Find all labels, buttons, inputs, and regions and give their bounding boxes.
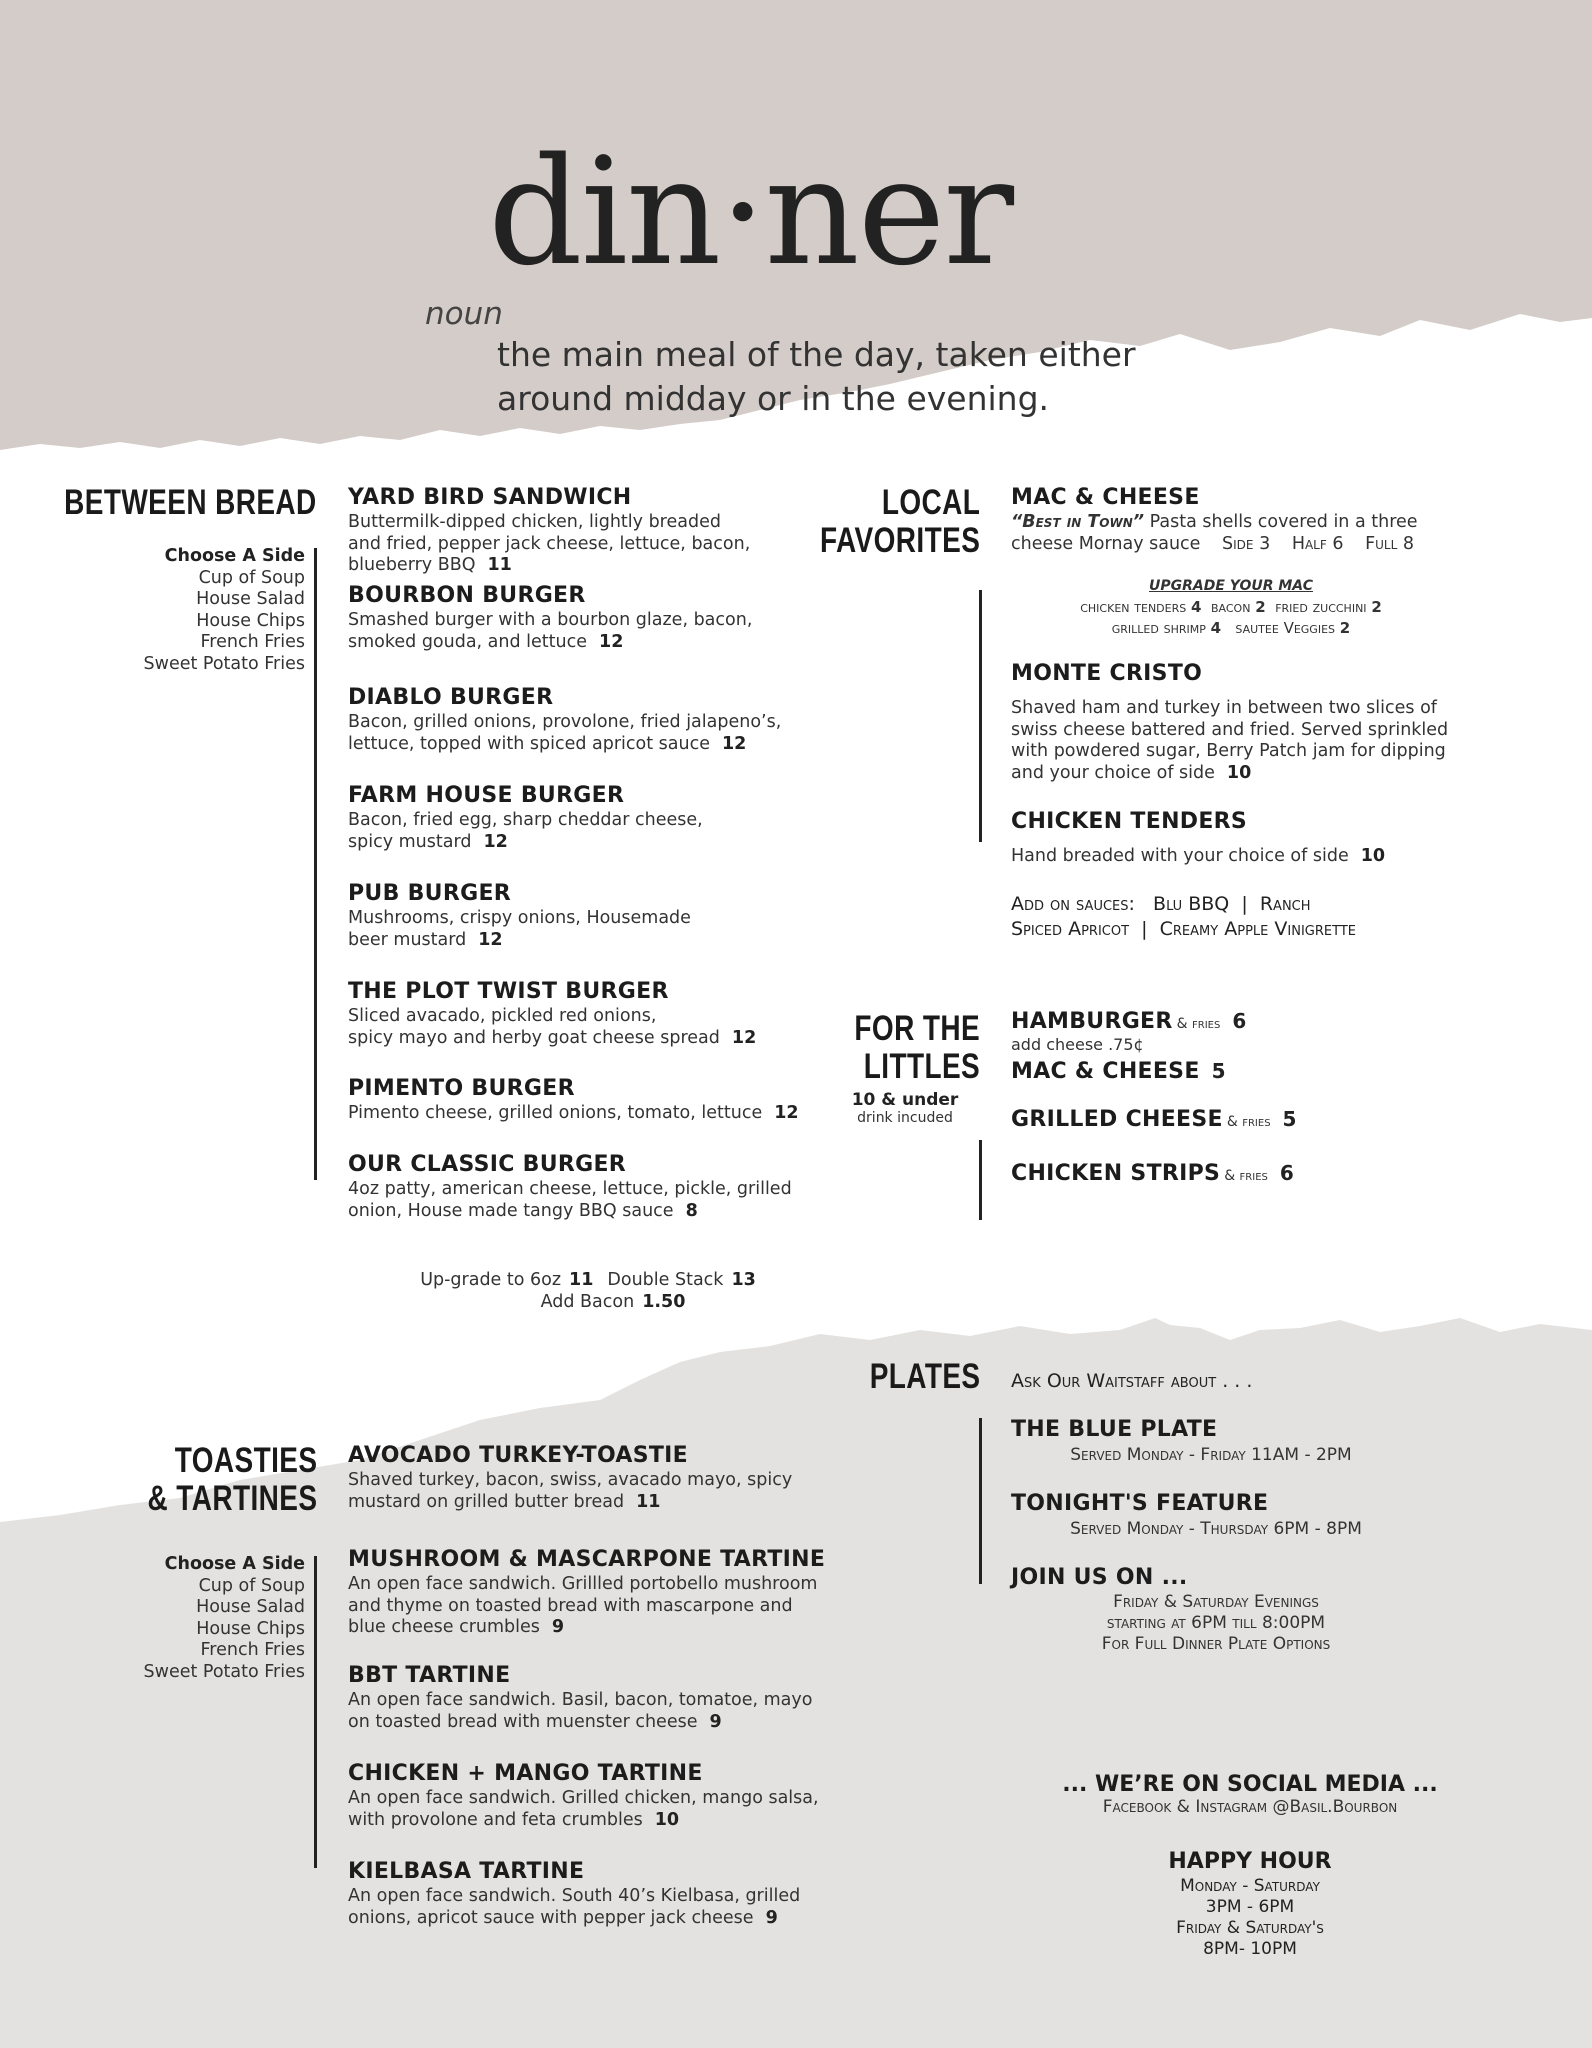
section-title-line: FOR THE <box>854 1009 980 1048</box>
burger-upgrades <box>348 1270 828 1313</box>
definition-line: around midday or in the evening. <box>497 379 1050 418</box>
item-name: AVOCADO TURKEY-TOASTIE <box>348 1443 688 1468</box>
age-limit: 10 & under <box>851 1090 959 1110</box>
menu-item <box>348 1546 848 1662</box>
item-price: 12 <box>731 1027 757 1048</box>
upgrade-price: 2 <box>1255 598 1266 616</box>
divider-line <box>314 1556 317 1868</box>
happy-hour <box>1030 1848 1470 1960</box>
item-name: FARM HOUSE BURGER <box>348 783 625 808</box>
item-desc: and thyme on toasted bread with mascarpone and <box>348 1595 793 1616</box>
item-time: Served Monday - Thursday 6PM - 8PM <box>1070 1519 1362 1539</box>
item-desc: An open face sandwich. Grillled portobello mushroom <box>348 1574 818 1594</box>
item-name: JOIN US ON ... <box>1011 1565 1188 1590</box>
upgrade-option: bacon <box>1210 598 1251 616</box>
item-name: PUB BURGER <box>348 881 512 906</box>
sauce-option: Creamy Apple Vinigrette <box>1159 918 1356 940</box>
upgrade-option: grilled shrimp <box>1111 619 1206 637</box>
item-desc: and fried, pepper jack cheese, lettuce, bacon, <box>348 533 751 554</box>
item-name: THE BLUE PLATE <box>1011 1417 1218 1442</box>
join-details <box>1011 1592 1421 1655</box>
item-name: CHICKEN STRIPS <box>1011 1161 1221 1186</box>
menu-item <box>348 880 828 978</box>
item-desc: Buttermilk-dipped chicken, lightly breaded <box>348 512 721 532</box>
sauce-option: Spiced Apricot <box>1011 918 1130 940</box>
menu-item <box>348 1858 848 1929</box>
menu-item <box>1011 1058 1491 1106</box>
divider-line <box>979 1140 982 1220</box>
item-name: MAC & CHEESE <box>1011 485 1200 510</box>
section-title-toasties <box>147 1442 317 1518</box>
item-price: 11 <box>636 1491 661 1512</box>
item-name: CHICKEN TENDERS <box>1011 809 1248 834</box>
join-line: For Full Dinner Plate Options <box>1101 1634 1331 1654</box>
item-desc: blue cheese crumbles <box>348 1617 540 1637</box>
upgrade-price: 4 <box>1191 598 1202 616</box>
section-title-local-favorites <box>820 484 980 560</box>
item-desc: Shaved ham and turkey in between two slices of <box>1011 698 1437 718</box>
upgrade-price: 2 <box>1371 598 1382 616</box>
item-desc: lettuce, topped with spiced apricot sauce <box>348 733 710 754</box>
side-item: House Chips <box>196 610 305 631</box>
side-choices <box>45 1554 305 1683</box>
sauce-separator: | <box>1141 918 1148 940</box>
item-desc: and your choice of side <box>1011 762 1215 783</box>
side-item: House Salad <box>196 589 305 609</box>
upgrade-option: sautee Veggies <box>1235 619 1336 637</box>
item-price: 6 <box>1279 1161 1294 1185</box>
item-name: HAMBURGER <box>1011 1009 1173 1034</box>
upgrade-price: 11 <box>569 1270 594 1290</box>
add-on-sauces <box>1011 892 1491 942</box>
menu-item <box>348 1760 848 1858</box>
divider-line <box>979 590 982 842</box>
item-desc: 4oz patty, american cheese, lettuce, pickle, grilled <box>348 1179 792 1199</box>
menu-item <box>348 1151 828 1245</box>
item-price: 12 <box>478 929 503 950</box>
item-desc: spicy mustard <box>348 831 472 852</box>
item-name: MUSHROOM & MASCARPONE TARTINE <box>348 1547 826 1572</box>
section-title-plates: PLATES <box>869 1357 980 1396</box>
section-title-line: LOCAL <box>881 483 980 522</box>
size-price: 6 <box>1332 533 1344 554</box>
item-desc: Sliced avacado, pickled red onions, <box>348 1006 657 1026</box>
item-name: OUR CLASSIC BURGER <box>348 1152 627 1177</box>
size-label: Half <box>1291 533 1327 554</box>
littles-menu <box>1011 1008 1491 1188</box>
upgrade-your-mac <box>1011 576 1451 639</box>
item-desc: An open face sandwich. South 40’s Kielbasa, grilled <box>348 1886 801 1906</box>
item-price: 9 <box>765 1907 778 1928</box>
item-price: 8 <box>685 1200 698 1221</box>
toasties-menu <box>348 1442 848 1929</box>
happy-hour-line: Monday - Saturday <box>1180 1876 1320 1896</box>
size-label: Side <box>1222 533 1254 554</box>
item-price: 9 <box>709 1711 722 1732</box>
add-cheese: add cheese .75¢ <box>1011 1035 1144 1054</box>
item-price: 6 <box>1232 1009 1247 1033</box>
item-desc: Pimento cheese, grilled onions, tomato, lettuce <box>348 1103 763 1123</box>
local-favorites-menu <box>1011 484 1491 555</box>
side-item: Sweet Potato Fries <box>143 1661 305 1682</box>
item-desc: smoked gouda, and lettuce <box>348 631 588 652</box>
item-desc: Mushrooms, crispy onions, Housemade <box>348 908 691 928</box>
item-extra: & fries <box>1224 1168 1268 1184</box>
side-item: House Salad <box>196 1597 305 1617</box>
item-price: 12 <box>774 1103 799 1123</box>
item-desc: with provolone and feta crumbles <box>348 1809 643 1830</box>
happy-hour-line: 3PM - 6PM <box>1205 1897 1295 1917</box>
menu-item <box>348 978 828 1075</box>
item-price: 10 <box>1360 846 1386 866</box>
item-desc: cheese Mornay sauce <box>1011 533 1201 554</box>
item-desc: Shaved turkey, bacon, swiss, avacado mayo, spicy <box>348 1470 793 1490</box>
section-title-line: FAVORITES <box>819 521 980 560</box>
item-price: 5 <box>1282 1107 1297 1131</box>
menu-item <box>348 782 828 880</box>
item-desc: Bacon, fried egg, sharp cheddar cheese, <box>348 810 703 830</box>
item-desc: Hand breaded with your choice of side <box>1011 846 1349 866</box>
item-name: YARD BIRD SANDWICH <box>348 485 632 510</box>
menu-item <box>348 582 828 684</box>
item-name: DIABLO BURGER <box>348 685 554 710</box>
section-title-line: & TARTINES <box>147 1479 317 1518</box>
between-bread-menu <box>348 484 828 1245</box>
sauce-separator: | <box>1241 893 1248 915</box>
chicken-tenders <box>1011 808 1491 868</box>
item-price: 10 <box>1226 762 1252 783</box>
item-desc: An open face sandwich. Basil, bacon, tomatoe, mayo <box>348 1690 813 1710</box>
side-heading: Choose A Side <box>164 546 305 566</box>
menu-item <box>348 1662 848 1760</box>
item-desc: on toasted bread with muenster cheese <box>348 1711 698 1732</box>
item-name: TONIGHT'S FEATURE <box>1011 1491 1269 1516</box>
size-price: 8 <box>1402 533 1415 554</box>
upgrade-heading: UPGRADE YOUR MAC <box>1149 578 1313 594</box>
sauce-option: Ranch <box>1259 893 1311 915</box>
join-line: Friday & Saturday Evenings <box>1113 1592 1319 1612</box>
happy-hour-heading: HAPPY HOUR <box>1168 1849 1332 1874</box>
item-name: CHICKEN + MANGO TARTINE <box>348 1761 703 1786</box>
size-price: 3 <box>1259 533 1271 554</box>
section-title-between-bread: BETWEEN BREAD <box>64 483 317 522</box>
size-label: Full <box>1365 533 1398 554</box>
item-price: 12 <box>599 631 624 652</box>
definition <box>497 333 1297 421</box>
plates-ask: Ask Our Waitstaff about . . . <box>1011 1370 1253 1392</box>
item-desc: with powdered sugar, Berry Patch jam for dipping <box>1011 741 1446 761</box>
upgrade-option: fried zucchini <box>1275 598 1367 616</box>
page-title: din·ner <box>488 126 1013 298</box>
upgrade-option: chicken tenders <box>1080 598 1187 616</box>
item-desc: onions, apricot sauce with pepper jack cheese <box>348 1907 754 1928</box>
item-desc: mustard on grilled butter bread <box>348 1491 625 1512</box>
item-price: 12 <box>721 733 747 754</box>
item-desc: beer mustard <box>348 929 467 950</box>
item-desc: onion, House made tangy BBQ sauce <box>348 1200 674 1221</box>
side-item: Sweet Potato Fries <box>143 653 305 674</box>
join-line: starting at 6PM till 8:00PM <box>1106 1613 1326 1633</box>
divider-line <box>314 548 317 1180</box>
upgrade-price: 1.50 <box>642 1291 686 1312</box>
social-media <box>1030 1772 1470 1817</box>
divider-line <box>979 1418 982 1584</box>
side-choices <box>45 546 305 675</box>
item-extra: & fries <box>1176 1016 1221 1032</box>
menu-item <box>348 1075 828 1151</box>
item-name: BBT TARTINE <box>348 1663 511 1688</box>
section-title-littles <box>854 1010 980 1086</box>
happy-hour-line: Friday & Saturday's <box>1176 1918 1324 1938</box>
part-of-speech: noun <box>425 296 503 332</box>
item-extra: & fries <box>1226 1114 1271 1130</box>
upgrade-label: Add Bacon <box>540 1291 635 1312</box>
monte-cristo <box>1011 660 1491 784</box>
menu-item <box>1011 1008 1491 1058</box>
section-title-line: LITTLES <box>863 1047 980 1086</box>
side-item: Cup of Soup <box>198 567 305 588</box>
upgrade-price: 13 <box>731 1270 756 1290</box>
item-desc: blueberry BBQ <box>348 555 476 575</box>
item-time: Served Monday - Friday 11AM - 2PM <box>1070 1445 1352 1465</box>
item-desc: An open face sandwich. Grilled chicken, mango salsa, <box>348 1788 819 1808</box>
upgrade-price: 4 <box>1210 619 1222 637</box>
sauce-label: Add on sauces: <box>1011 893 1135 915</box>
item-desc: spicy mayo and herby goat cheese spread <box>348 1027 720 1048</box>
menu-item <box>348 1442 848 1546</box>
happy-hour-line: 8PM- 10PM <box>1203 1939 1297 1959</box>
item-name: GRILLED CHEESE <box>1011 1107 1223 1132</box>
item-price: 12 <box>483 831 508 852</box>
item-name: KIELBASA TARTINE <box>348 1859 585 1884</box>
side-item: French Fries <box>200 1640 305 1660</box>
side-item: House Chips <box>196 1618 305 1639</box>
side-item: Cup of Soup <box>198 1575 305 1596</box>
upgrade-label: Double Stack <box>607 1270 724 1290</box>
side-item: French Fries <box>200 632 305 652</box>
item-price: 9 <box>551 1617 565 1637</box>
item-desc: Pasta shells covered in a three <box>1149 512 1418 532</box>
upgrade-label: Up-grade to 6oz <box>420 1270 562 1290</box>
upgrade-price: 2 <box>1339 619 1351 637</box>
section-title-line: TOASTIES <box>174 1441 317 1480</box>
social-heading: ... WE’RE ON SOCIAL MEDIA ... <box>1062 1772 1438 1797</box>
item-price: 11 <box>487 555 512 575</box>
menu-item <box>1011 1160 1491 1188</box>
item-desc: Smashed burger with a bourbon glaze, bacon, <box>348 610 753 630</box>
item-name: MAC & CHEESE <box>1011 1059 1200 1084</box>
social-handle: Facebook & Instagram @Basil.Bourbon <box>1102 1797 1398 1817</box>
item-desc: Bacon, grilled onions, provolone, fried jalapeno’s, <box>348 712 782 732</box>
item-price: 5 <box>1211 1059 1226 1083</box>
item-price: 10 <box>654 1809 680 1830</box>
plates-menu <box>1011 1416 1451 1655</box>
menu-item <box>348 684 828 782</box>
drink-note: drink incuded <box>857 1110 953 1126</box>
item-name: PIMENTO BURGER <box>348 1076 575 1101</box>
menu-item <box>1011 1106 1491 1160</box>
item-name: MONTE CRISTO <box>1011 661 1203 686</box>
definition-line: the main meal of the day, taken either <box>497 335 1136 374</box>
item-desc: swiss cheese battered and fried. Served sprinkled <box>1011 719 1449 740</box>
item-name: THE PLOT TWIST BURGER <box>348 979 669 1004</box>
item-name: BOURBON BURGER <box>348 583 586 608</box>
littles-note <box>835 1090 975 1126</box>
sauce-option: Blu BBQ <box>1153 893 1230 915</box>
side-heading: Choose A Side <box>164 1554 305 1574</box>
menu-item <box>348 484 828 582</box>
mac-quote: “Best in Town” <box>1011 512 1145 532</box>
